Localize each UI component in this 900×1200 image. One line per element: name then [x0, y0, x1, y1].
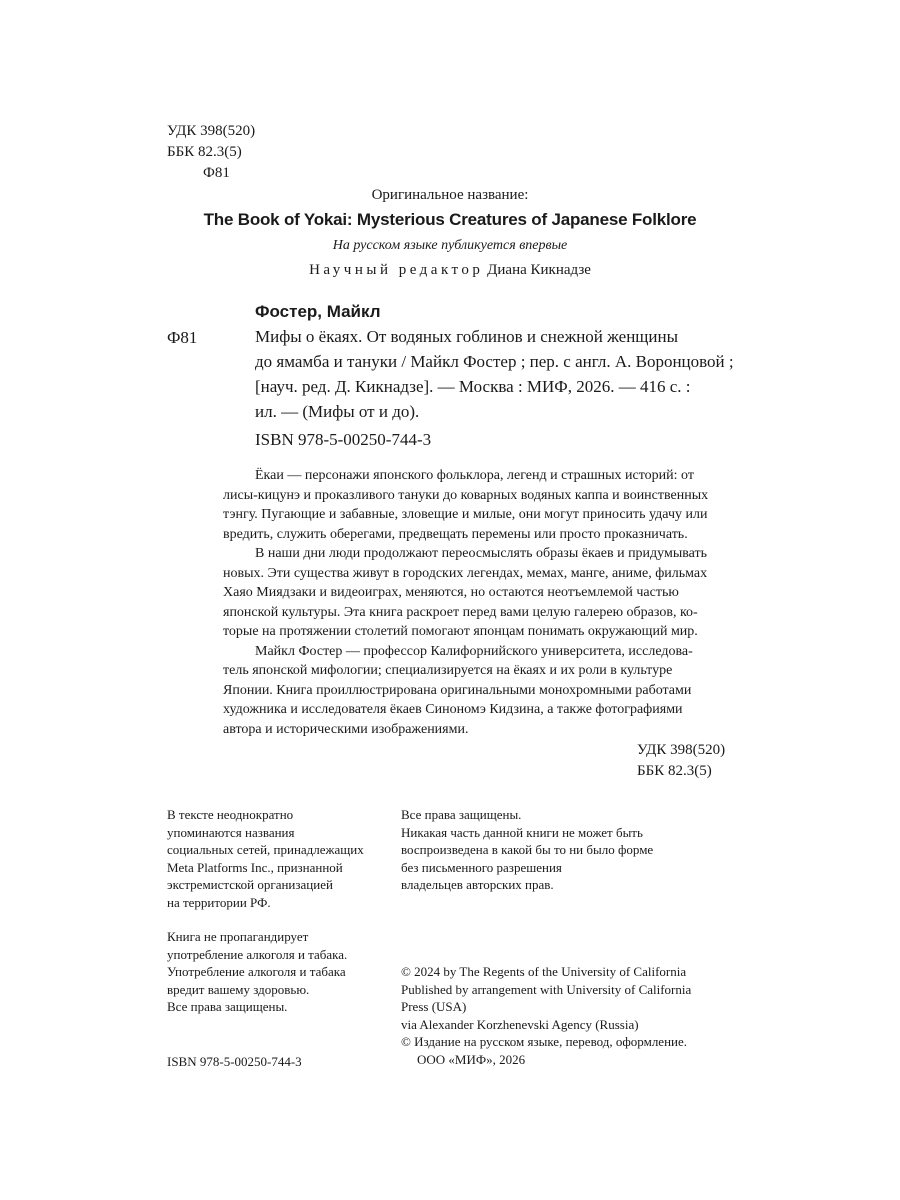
notice-line: Никакая часть данной книги не может быть — [401, 824, 643, 840]
annotation-line: торые на протяжении столетий помогают японцам понимать окружающий мир. — [223, 624, 698, 639]
first-publication-note: На русском языке публикуется впервые — [332, 238, 568, 253]
annotation-line: автора и историческими изображениями. — [223, 721, 469, 737]
udk-block-bottom — [637, 740, 725, 782]
original-title-label: Оригинальное название: — [371, 187, 529, 203]
annotation-line: тель японской мифологии; специализируется на ёкаях и их роли в культуре — [223, 663, 673, 678]
notice-line: Все права защищены. — [167, 999, 288, 1014]
udk-block-top — [167, 121, 255, 184]
copyright-line: Press (USA) — [401, 999, 467, 1014]
copyright-line: ООО «МИФ», 2026 — [417, 1051, 526, 1067]
original-title: The Book of Yokai: Mysterious Creatures of Japanese Folklore — [203, 210, 697, 229]
annotation-line: Японии. Книга проиллюстрирована оригинальными монохромными работами — [223, 682, 692, 698]
udk-code: УДК 398(520) — [637, 742, 726, 758]
annotation-line: Майкл Фостер — профессор Калифорнийского университета, исследова- — [255, 643, 693, 659]
notice-line: воспроизведена в какой бы то ни было форме — [401, 842, 654, 857]
biblio-line: до ямамба и тануки / Майкл Фостер ; пер. с англ. А. Воронцовой ; — [255, 352, 734, 371]
copyright-notice — [401, 963, 691, 1068]
copyright-line: Published by arrangement with University of California — [401, 981, 692, 997]
notice-line: Все права защищены. — [401, 807, 522, 822]
notice-line: Meta Platforms Inc., признанной — [167, 859, 343, 875]
social-networks-notice — [167, 806, 364, 911]
catalog-author: Фостер, Майкл — [255, 302, 381, 321]
notice-line: вредит вашему здоровью. — [167, 981, 310, 997]
annotation-line: тэнгу. Пугающие и забавные, зловещие и милые, они могут приносить удачу или — [223, 507, 708, 522]
notice-line: Употребление алкоголя и табака — [167, 964, 346, 979]
notice-line: употребление алкоголя и табака. — [167, 946, 348, 962]
notice-line: В тексте неоднократно — [167, 807, 294, 822]
annotation-line: новых. Эти существа живут в городских легендах, мемах, манге, аниме, фильмах — [223, 565, 708, 581]
annotation — [223, 466, 748, 739]
notice-line: упоминаются названия — [167, 824, 295, 840]
notice-line: без письменного разрешения — [401, 859, 562, 875]
annotation-line: Хаяо Миядзаки и видеоиграх, меняются, но остаются неотъемлемой частью — [223, 585, 679, 600]
rights-notice — [401, 806, 653, 894]
notice-line: Книга не пропагандирует — [167, 929, 309, 944]
biblio-line: [науч. ред. Д. Кикнадзе]. — Москва : МИФ, 2026. — 416 с. : — [255, 377, 691, 396]
notice-line: экстремистской организацией — [167, 877, 333, 892]
notice-line: социальных сетей, принадлежащих — [167, 842, 364, 857]
biblio-line: ил. — (Мифы от и до). — [255, 402, 420, 421]
copyright-line: © 2024 by The Regents of the University of California — [401, 964, 687, 979]
bbk-code: ББК 82.3(5) — [637, 763, 712, 779]
annotation-line: В наши дни люди продолжают переосмыслять образы ёкаев и придумывать — [255, 546, 708, 561]
author-mark: Ф81 — [203, 165, 230, 181]
catalog-author-mark: Ф81 — [167, 328, 198, 347]
udk-code: УДК 398(520) — [167, 123, 256, 139]
copyright-line: via Alexander Korzhenevski Agency (Russia) — [401, 1016, 639, 1032]
biblio-line: Мифы о ёкаях. От водяных гоблинов и снежной женщины — [255, 327, 679, 346]
scientific-editor-label: Научный редактор — [309, 262, 484, 278]
annotation-line: японской культуры. Эта книга раскроет перед вами целую галерею образов, ко- — [223, 604, 698, 620]
scientific-editor-name: Диана Кикнадзе — [487, 262, 591, 278]
notice-line: на территории РФ. — [167, 894, 271, 910]
catalog-isbn: ISBN 978-5-00250-744-3 — [255, 430, 432, 449]
footer-isbn: ISBN 978-5-00250-744-3 — [167, 1054, 302, 1069]
annotation-line: Ёкаи — персонажи японского фольклора, легенд и страшных историй: от — [255, 468, 694, 483]
bbk-code: ББК 82.3(5) — [167, 144, 242, 160]
copyright-line: © Издание на русском языке, перевод, оформление. — [401, 1034, 688, 1049]
scientific-editor — [0, 262, 900, 279]
bibliographic-description — [255, 324, 755, 424]
annotation-line: художника и исследователя ёкаев Синономэ Кидзина, а также фотографиями — [223, 702, 683, 717]
annotation-line: вредить, служить оберегами, предвещать перемены или просто проказничать. — [223, 526, 688, 542]
alcohol-tobacco-notice — [167, 928, 347, 1016]
notice-line: владельцев авторских прав. — [401, 877, 554, 892]
annotation-line: лисы-кицунэ и проказливого тануки до коварных водяных каппа и воинственных — [223, 487, 709, 503]
